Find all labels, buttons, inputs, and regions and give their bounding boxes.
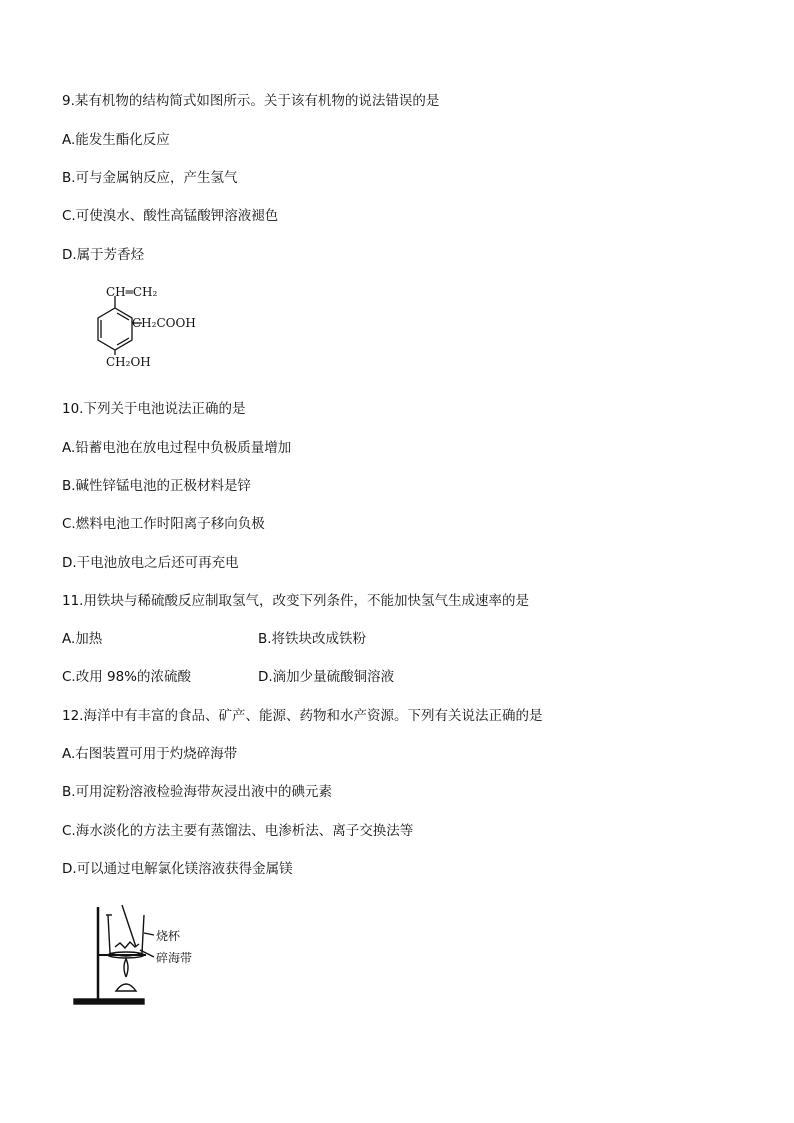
alcohol-lamp xyxy=(116,984,136,991)
q12-apparatus-figure xyxy=(68,895,208,1010)
q9-option-d: D.属于芳香烃 xyxy=(62,247,145,263)
label-beaker: 烧杯 xyxy=(156,929,181,943)
label-seaweed: 碎海带 xyxy=(156,951,193,965)
q10-option-c: C.燃料电池工作时阳离子移向负极 xyxy=(62,516,265,532)
q11-option-c: C.改用 98%的浓硫酸 xyxy=(62,669,192,685)
q10-option-d: D.干电池放电之后还可再充电 xyxy=(62,555,239,571)
q10-option-a: A.铅蓄电池在放电过程中负极质量增加 xyxy=(62,440,292,456)
q12-option-b: B.可用淀粉溶液检验海带灰浸出液中的碘元素 xyxy=(62,784,333,800)
q11-stem: 11.用铁块与稀硫酸反应制取氢气，改变下列条件，不能加快氢气生成速率的是 xyxy=(62,593,529,609)
q11-option-d: D.滴加少量硫酸铜溶液 xyxy=(258,669,395,685)
substituent-vinyl: CH═CH₂ xyxy=(106,285,158,299)
q11-option-a: A.加热 xyxy=(62,631,103,647)
substituent-carboxymethyl: CH₂COOH xyxy=(132,316,196,330)
glass-rod xyxy=(122,905,136,947)
beaker xyxy=(108,915,144,956)
substituent-hydroxymethyl: CH₂OH xyxy=(106,355,151,369)
q12-option-a: A.右图装置可用于灼烧碎海带 xyxy=(62,746,238,762)
stand-base xyxy=(74,999,144,1004)
q9-option-a: A.能发生酯化反应 xyxy=(62,132,170,148)
q9-stem: 9.某有机物的结构简式如图所示。关于该有机物的说法错误的是 xyxy=(62,93,440,109)
q12-option-c: C.海水淡化的方法主要有蒸馏法、电渗析法、离子交换法等 xyxy=(62,823,414,839)
q12-option-d: D.可以通过电解氯化镁溶液获得金属镁 xyxy=(62,861,293,877)
q12-stem: 12.海洋中有丰富的食品、矿产、能源、药物和水产资源。下列有关说法正确的是 xyxy=(62,708,543,724)
q11-option-b: B.将铁块改成铁粉 xyxy=(258,631,367,647)
q9-option-b: B.可与金属钠反应，产生氢气 xyxy=(62,170,238,186)
q10-option-b: B.碱性锌锰电池的正极材料是锌 xyxy=(62,478,252,494)
benzene-ring xyxy=(98,308,132,350)
q10-stem: 10.下列关于电池说法正确的是 xyxy=(62,401,246,417)
lamp-flame xyxy=(124,959,128,977)
q9-option-c: C.可使溴水、酸性高锰酸钾溶液褪色 xyxy=(62,208,279,224)
q9-structure-figure xyxy=(70,280,220,380)
